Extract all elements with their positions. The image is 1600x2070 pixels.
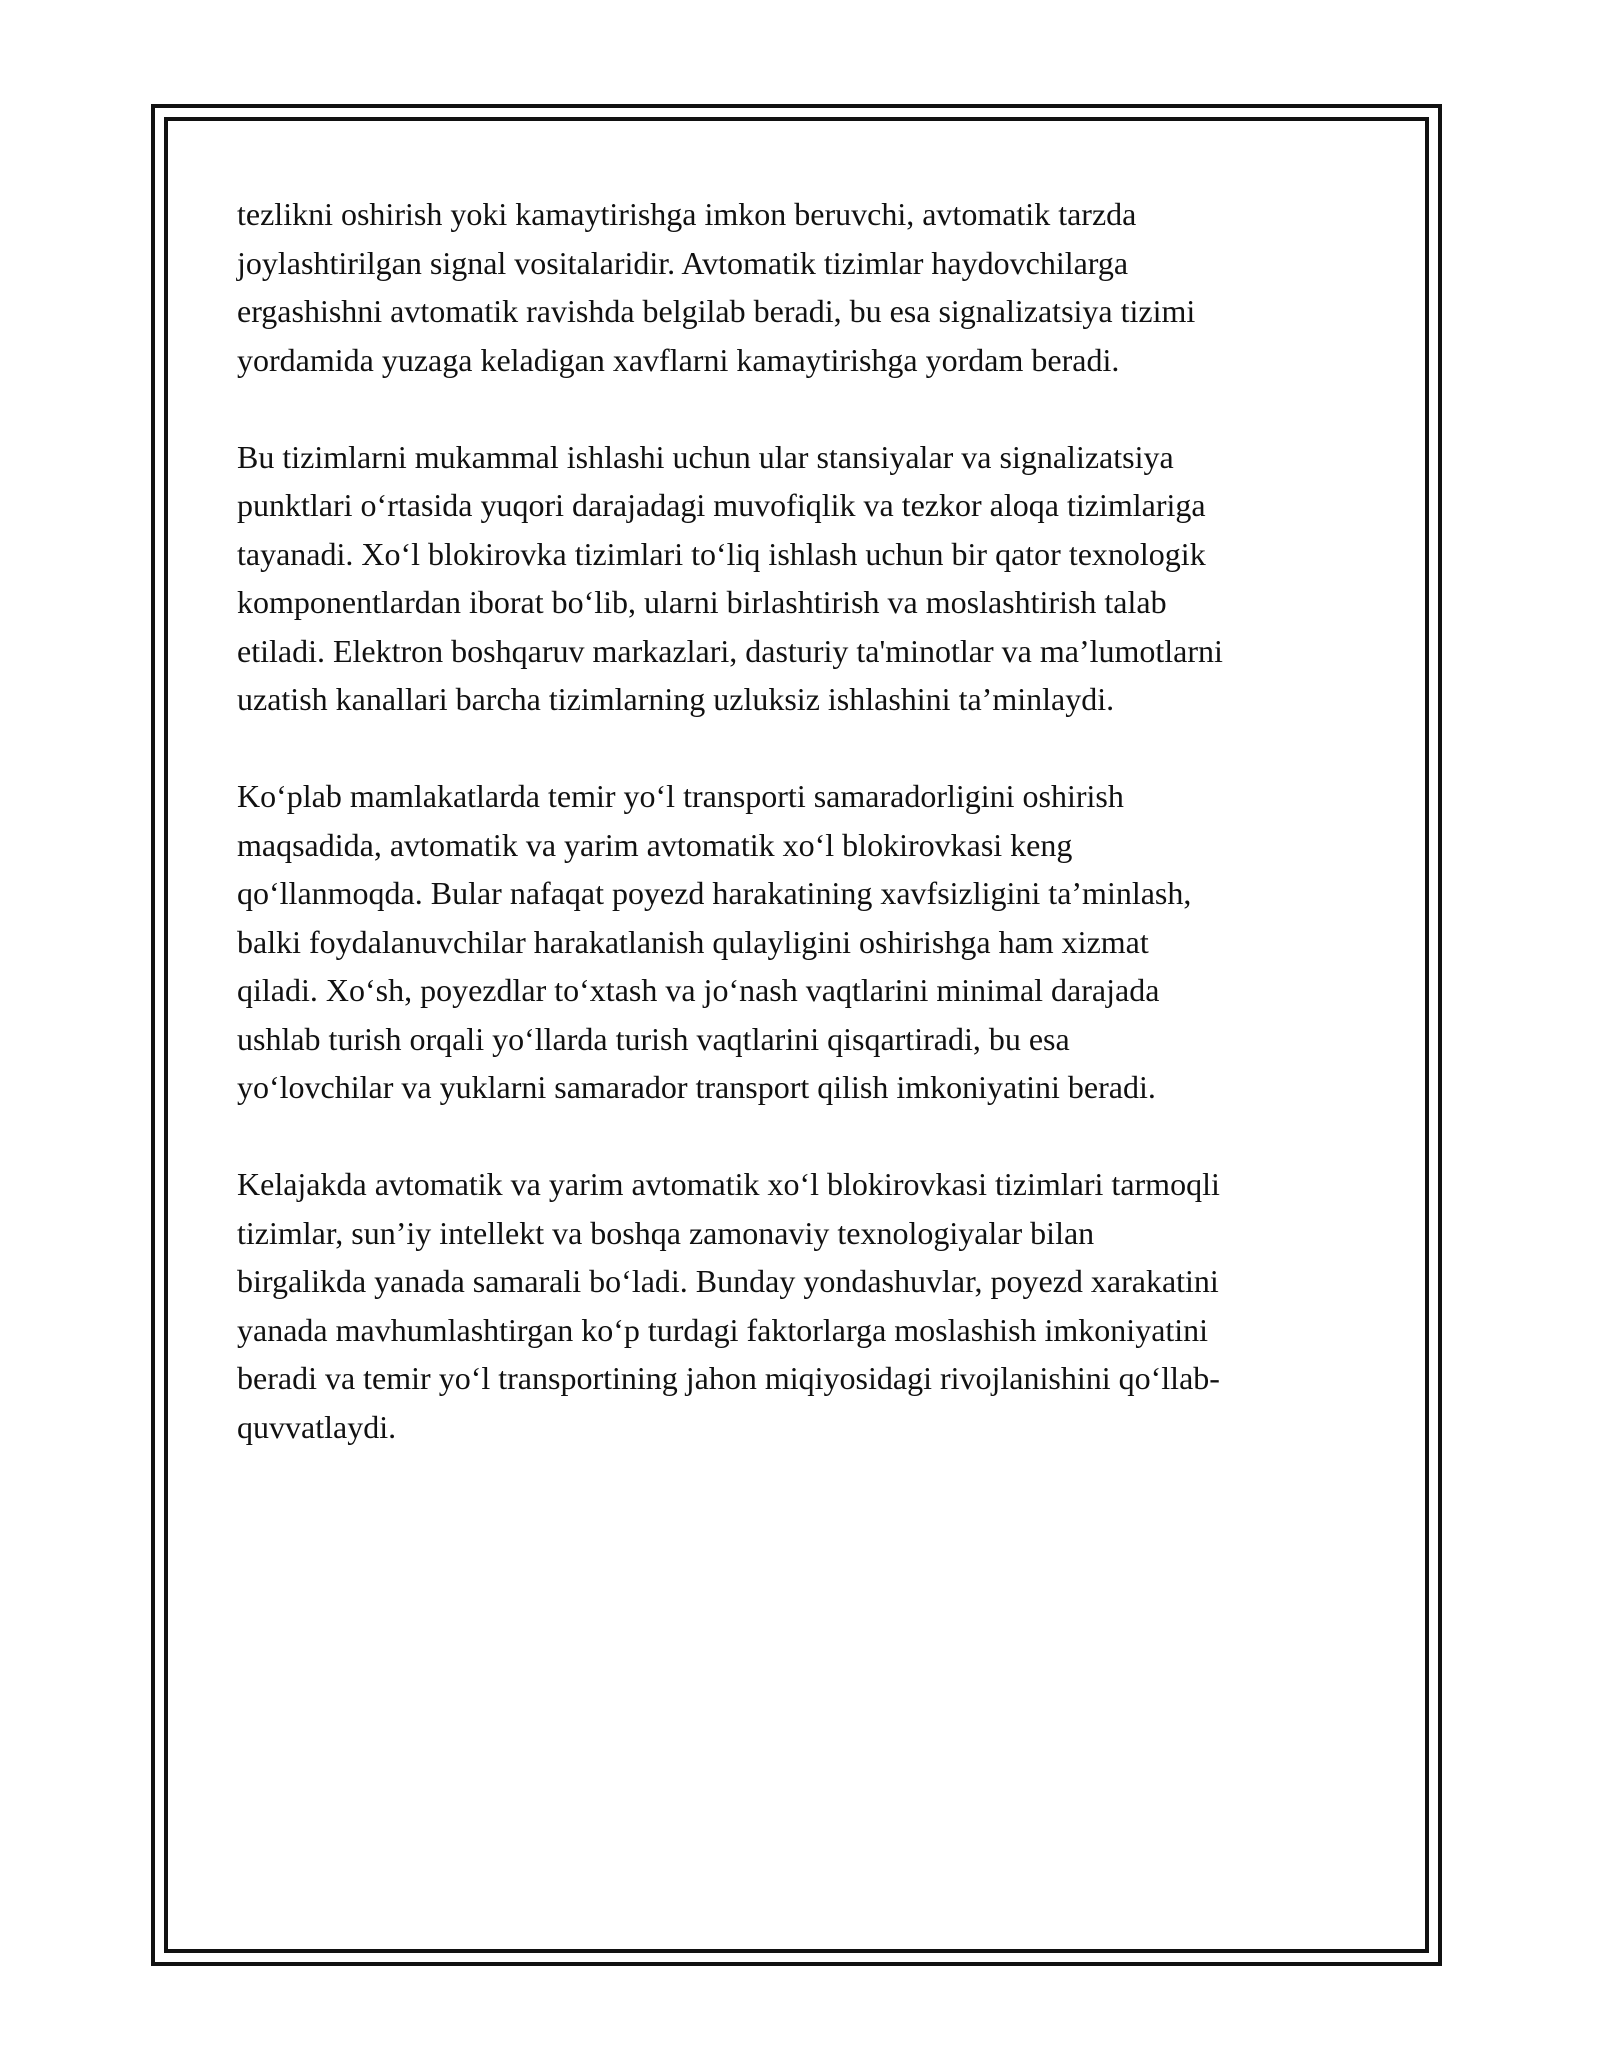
- text-line: balki foydalanuvchilar harakatlanish qulayligini oshirishga ham xizmat: [237, 923, 1149, 960]
- text-line: yordamida yuzaga keladigan xavflarni kamaytirishga yordam beradi.: [237, 341, 1120, 378]
- text-line: beradi va temir yo‘l transportining jahon miqiyosidagi rivojlanishini qo‘llab-: [237, 1360, 1220, 1396]
- text-line: Bu tizimlarni mukammal ishlashi uchun ular stansiyalar va signalizatsiya: [237, 438, 1174, 475]
- paragraph-1: [237, 190, 1367, 384]
- document-body: [237, 190, 1367, 1500]
- paragraph-2: [237, 433, 1367, 724]
- text-line: komponentlardan iborat bo‘lib, ularni birlashtirish va moslashtirish talab: [237, 584, 1167, 620]
- text-line: uzatish kanallari barcha tizimlarning uzluksiz ishlashini ta’minlaydi.: [237, 681, 1115, 717]
- text-line: qo‘llanmoqda. Bular nafaqat poyezd harakatining xavfsizligini ta’minlash,: [237, 875, 1192, 911]
- text-line: quvvatlaydi.: [237, 1408, 397, 1445]
- text-line: yo‘lovchilar va yuklarni samarador transport qilish imkoniyatini beradi.: [237, 1069, 1156, 1105]
- text-line: qiladi. Xo‘sh, poyezdlar to‘xtash va jo‘nash vaqtlarini minimal darajada: [237, 972, 1160, 1008]
- text-line: tizimlar, sun’iy intellekt va boshqa zamonaviy texnologiyalar bilan: [237, 1214, 1095, 1251]
- text-line: maqsadida, avtomatik va yarim avtomatik xo‘l blokirovkasi keng: [237, 826, 1073, 863]
- paragraph-3: [237, 772, 1367, 1112]
- text-line: Ko‘plab mamlakatlarda temir yo‘l transporti samaradorligini oshirish: [237, 778, 1124, 814]
- text-line: tayanadi. Xo‘l blokirovka tizimlari to‘liq ishlash uchun bir qator texnologik: [237, 535, 1206, 572]
- text-line: etiladi. Elektron boshqaruv markazlari, dasturiy ta'minotlar va ma’lumotlarni: [237, 632, 1223, 669]
- text-line: ushlab turish orqali yo‘llarda turish vaqtlarini qisqartiradi, bu esa: [237, 1020, 1070, 1057]
- text-line: joylashtirilgan signal vositalaridir. Avtomatik tizimlar haydovchilarga: [237, 244, 1129, 281]
- text-line: Kelajakda avtomatik va yarim avtomatik xo‘l blokirovkasi tizimlari tarmoqli: [237, 1166, 1220, 1202]
- text-line: yanada mavhumlashtirgan ko‘p turdagi faktorlarga moslashish imkoniyatini: [237, 1311, 1209, 1348]
- text-line: tezlikni oshirish yoki kamaytirishga imkon beruvchi, avtomatik tarzda: [237, 196, 1137, 232]
- text-line: ergashishni avtomatik ravishda belgilab beradi, bu esa signalizatsiya tizimi: [237, 293, 1196, 329]
- text-line: birgalikda yanada samarali bo‘ladi. Bunday yondashuvlar, poyezd xarakatini: [237, 1263, 1219, 1299]
- text-line: punktlari o‘rtasida yuqori darajadagi muvofiqlik va tezkor aloqa tizimlariga: [237, 487, 1206, 523]
- paragraph-4: [237, 1160, 1367, 1451]
